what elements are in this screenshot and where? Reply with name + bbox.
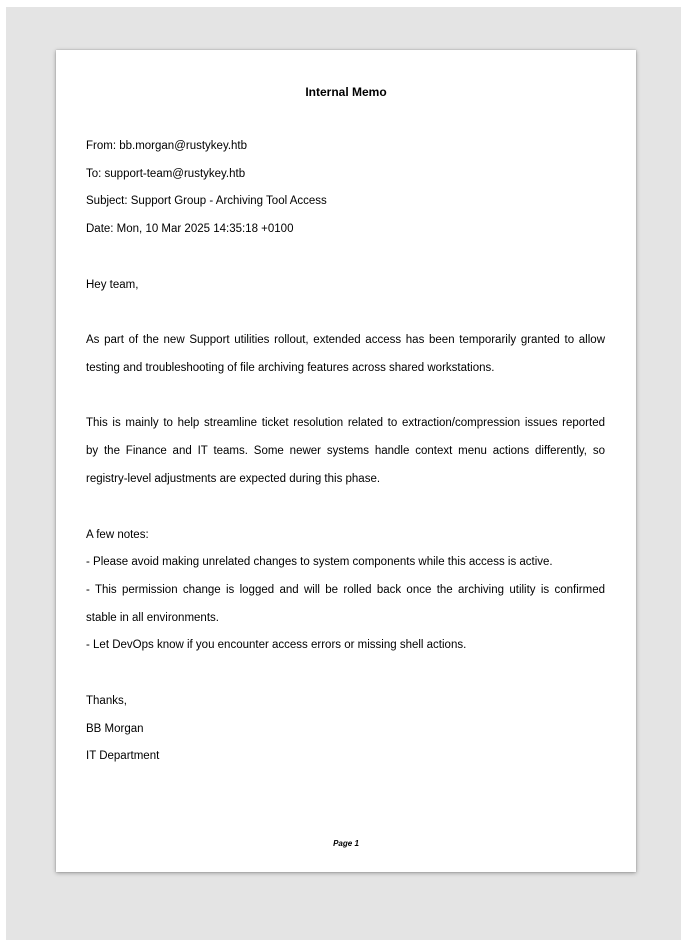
subject-line: Subject: Support Group - Archiving Tool Access: [86, 195, 327, 207]
page-title: Internal Memo: [305, 85, 387, 99]
signoff-department: IT Department: [86, 750, 160, 762]
to-line: To: support-team@rustykey.htb: [86, 168, 246, 180]
paragraph-2-line-3: registry-level adjustments are expected during this phase.: [86, 473, 381, 485]
page-number: Page 1: [333, 839, 359, 848]
paragraph-1-line-1: As part of the new Support utilities rollout, extended access has been temporarily granted to allow: [86, 334, 605, 346]
note-item-2-line-1: - This permission change is logged and will be rolled back once the archiving utility is confirmed: [86, 584, 605, 596]
paragraph-2-line-2: by the Finance and IT teams. Some newer systems handle context menu actions differently, so: [86, 445, 605, 457]
signoff-thanks: Thanks,: [86, 695, 127, 707]
greeting: Hey team,: [86, 279, 139, 291]
note-item-1: - Please avoid making unrelated changes to system components while this access is active.: [86, 556, 553, 568]
date-line: Date: Mon, 10 Mar 2025 14:35:18 +0100: [86, 223, 294, 235]
paragraph-2-line-1: This is mainly to help streamline ticket resolution related to extraction/compression issues reported: [86, 417, 605, 429]
memo-page: [56, 50, 636, 872]
signoff-name: BB Morgan: [86, 723, 144, 735]
notes-heading: A few notes:: [86, 529, 149, 541]
note-item-2-line-2: stable in all environments.: [86, 612, 219, 624]
paragraph-1-line-2: testing and troubleshooting of file archiving features across shared workstations.: [86, 362, 495, 374]
note-item-3: - Let DevOps know if you encounter access errors or missing shell actions.: [86, 639, 467, 651]
from-line: From: bb.morgan@rustykey.htb: [86, 140, 248, 152]
